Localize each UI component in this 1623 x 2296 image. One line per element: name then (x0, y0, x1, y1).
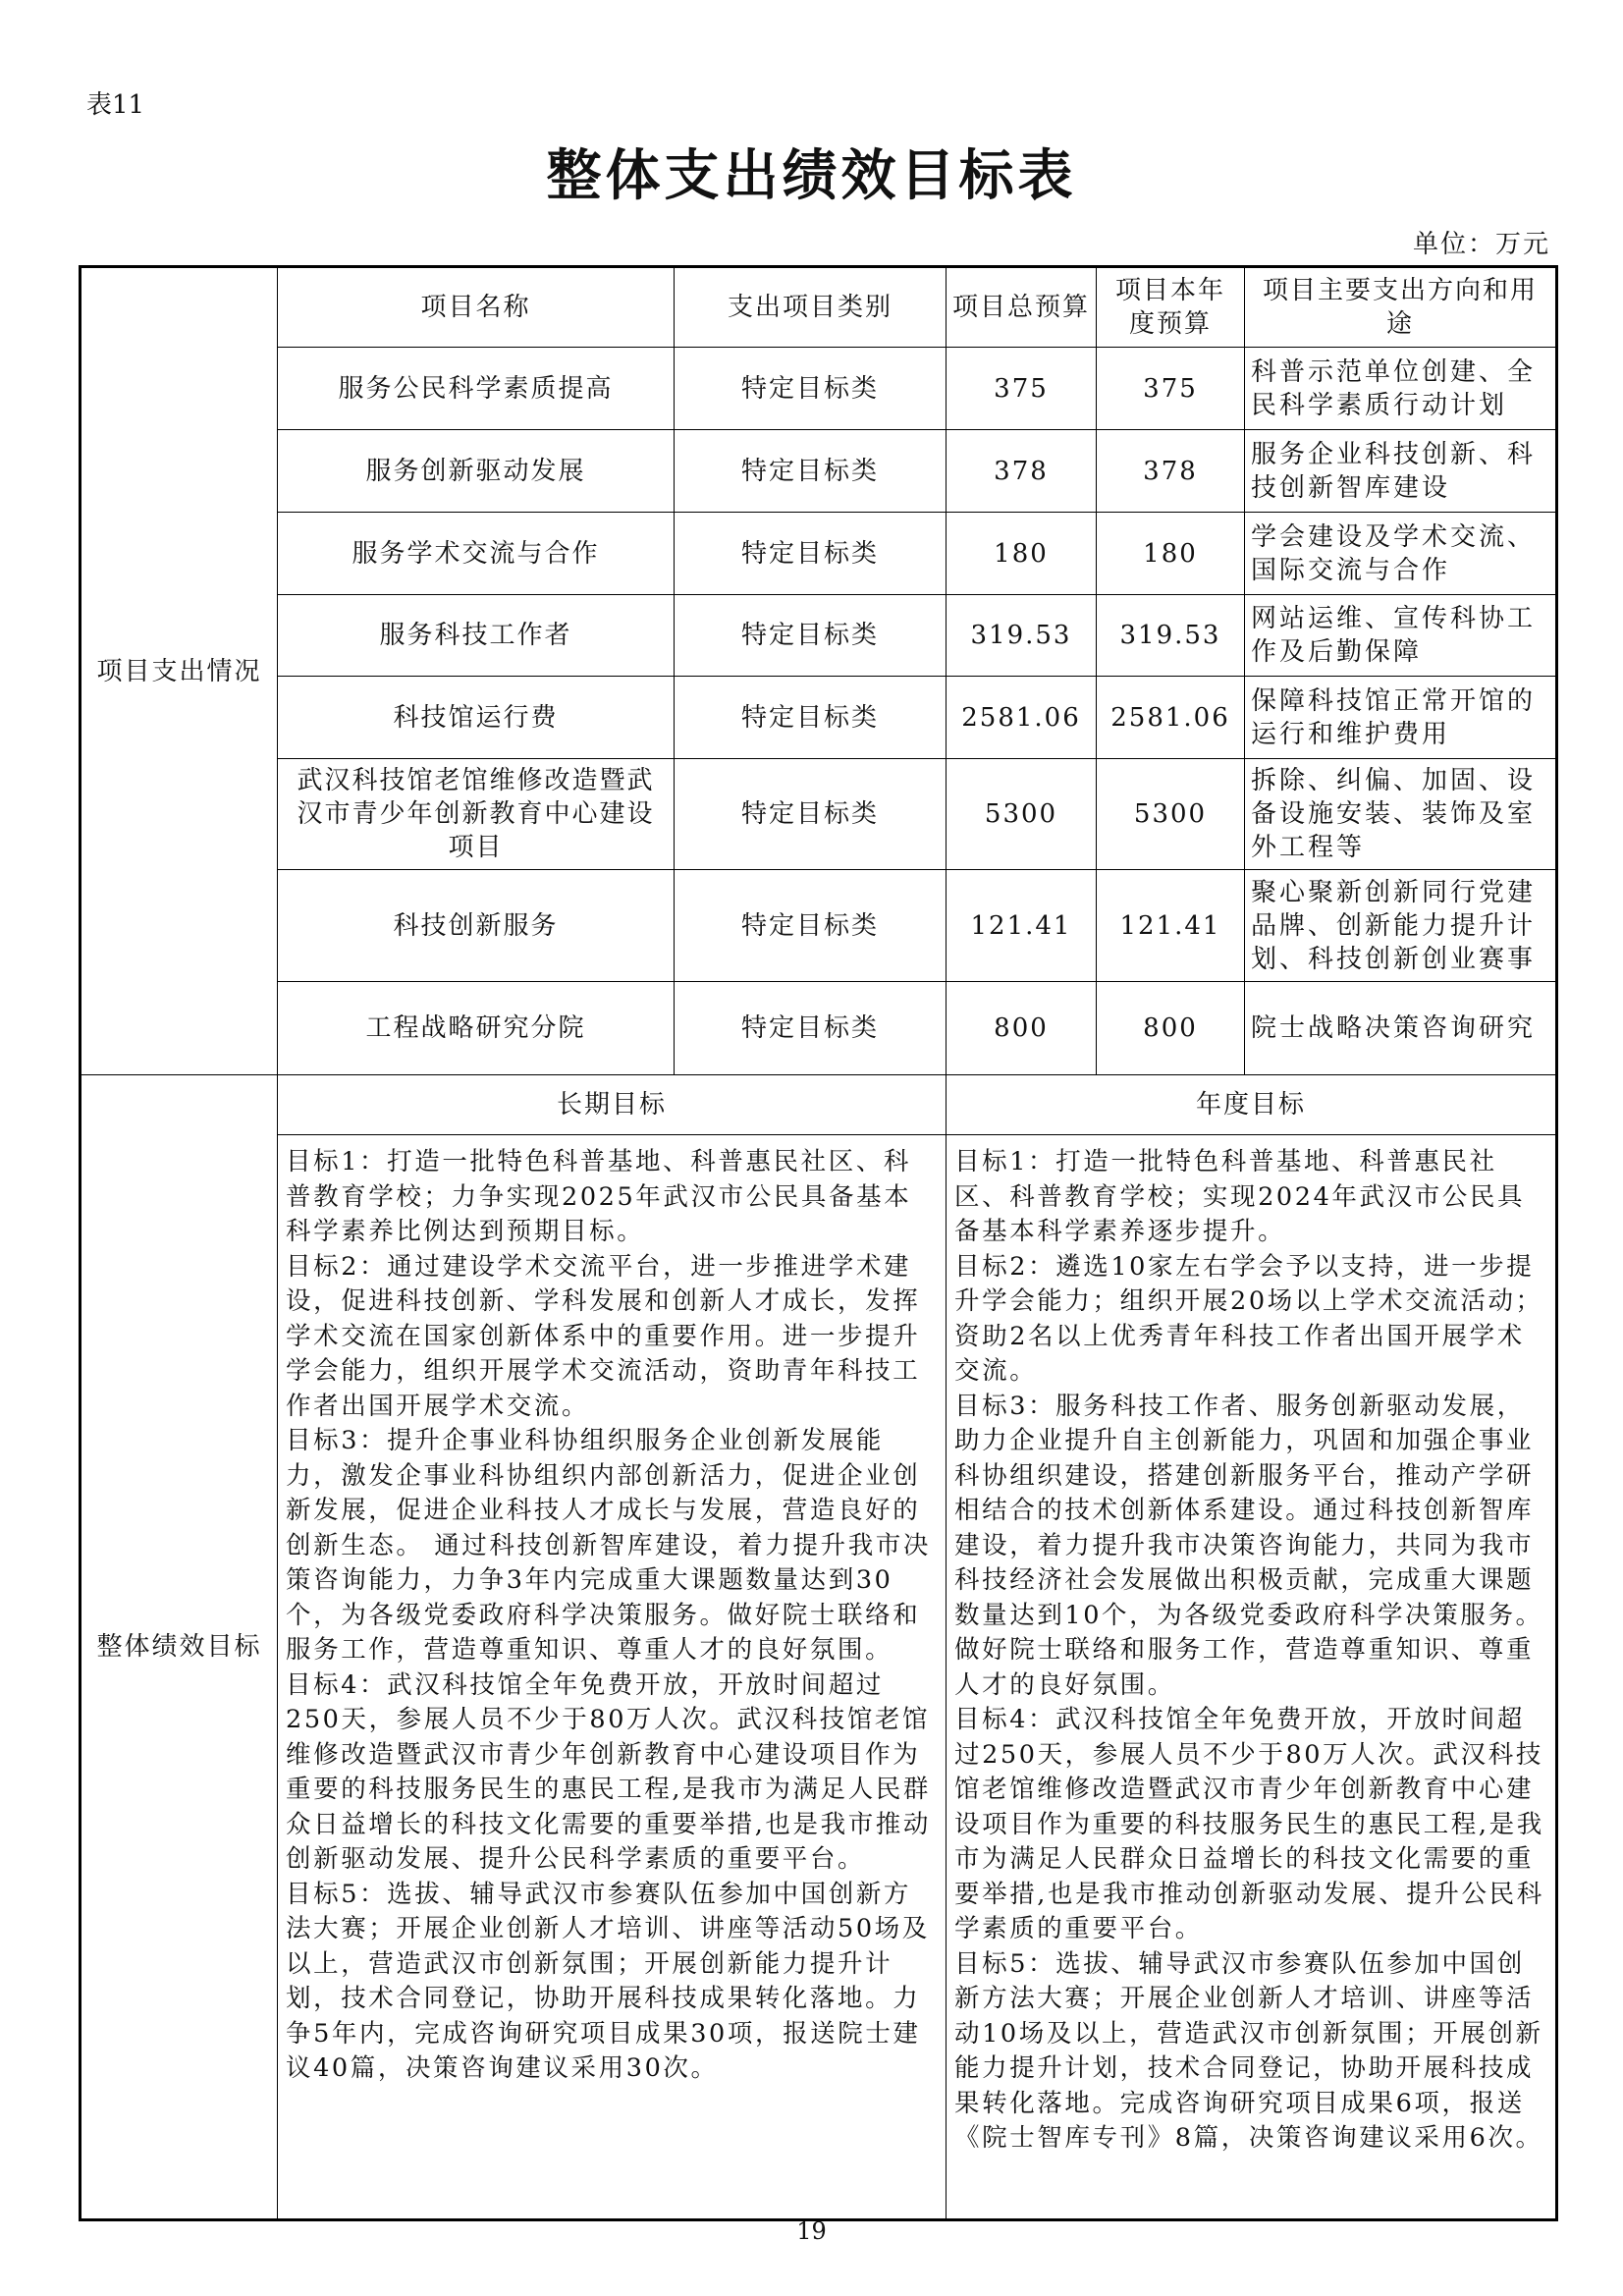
annual-header: 年度目标 (947, 1075, 1557, 1135)
long-term-goal: 目标1：打造一批特色科普基地、科普惠民社区、科普教育学校；力争实现2025年武汉市公民具备基本科学素养比例达到预期目标。 (286, 1147, 912, 1246)
long-term-goal: 目标4：武汉科技馆全年免费开放，开放时间超过250天，参展人员不少于80万人次。武汉科技馆老馆维修改造暨武汉市青少年创新教育中心建设项目作为重要的科技服务民生的惠民工程,是我市为满足人民群众日益增长的科技文化需要的重要举措,也是我市推动创新驱动发展、提升公民科学素质的重要平台。 (286, 1669, 932, 1874)
project-name-cell: 科技创新服务 (278, 870, 675, 982)
table-row (81, 870, 1557, 982)
total-budget-cell: 180 (947, 513, 1097, 595)
total-budget-cell: 5300 (947, 759, 1097, 870)
table-row (81, 759, 1557, 870)
table-row (81, 677, 1557, 759)
long-term-goals (278, 1135, 947, 2220)
annual-goal: 目标1：打造一批特色科普基地、科普惠民社区、科普教育学校；实现2024年武汉市公民具备基本科学素养逐步提升。 (954, 1147, 1526, 1246)
project-name-cell: 武汉科技馆老馆维修改造暨武汉市青少年创新教育中心建设项目 (278, 759, 675, 870)
annual-budget-cell: 375 (1097, 348, 1245, 430)
table-label: 表11 (86, 90, 145, 120)
total-budget-cell: 378 (947, 430, 1097, 513)
header-row (81, 267, 1557, 348)
header-category: 支出项目类别 (675, 267, 947, 348)
total-budget-cell: 375 (947, 348, 1097, 430)
project-name-cell: 服务公民科学素质提高 (278, 348, 675, 430)
purpose-cell: 网站运维、宣传科协工作及后勤保障 (1245, 595, 1557, 677)
table-row (81, 348, 1557, 430)
project-name-cell: 科技馆运行费 (278, 677, 675, 759)
project-name-cell: 服务科技工作者 (278, 595, 675, 677)
table-row (81, 430, 1557, 513)
header-total-budget: 项目总预算 (947, 267, 1097, 348)
annual-budget-cell: 121.41 (1097, 870, 1245, 982)
project-name-cell: 服务学术交流与合作 (278, 513, 675, 595)
annual-goal: 目标5：选拔、辅导武汉市参赛队伍参加中国创新方法大赛；开展企业创新人才培训、讲座等活动10场及以上，营造武汉市创新氛围；开展创新能力提升计划，技术合同登记，协助开展科技成果转化落地。完成咨询研究项目成果6项，报送《院士智库专刊》8篇，决策咨询建议采用6次。 (954, 1948, 1543, 2153)
purpose-cell: 保障科技馆正常开馆的运行和维护费用 (1245, 677, 1557, 759)
header-project-name: 项目名称 (278, 267, 675, 348)
category-cell: 特定目标类 (675, 595, 947, 677)
total-budget-cell: 2581.06 (947, 677, 1097, 759)
section-label-goals: 整体绩效目标 (81, 1075, 278, 2220)
category-cell: 特定目标类 (675, 677, 947, 759)
annual-goal: 目标4：武汉科技馆全年免费开放，开放时间超过250天，参展人员不少于80万人次。武汉科技馆老馆维修改造暨武汉市青少年创新教育中心建设项目作为重要的科技服务民生的惠民工程,是我市为满足人民群众日益增长的科技文化需要的重要举措,也是我市推动创新驱动发展、提升公民科学素质的重要平台。 (954, 1705, 1544, 1943)
header-purpose: 项目主要支出方向和用途 (1245, 267, 1557, 348)
category-cell: 特定目标类 (675, 430, 947, 513)
page-number: 19 (796, 2217, 827, 2245)
annual-budget-cell: 800 (1097, 982, 1245, 1075)
table-row (81, 595, 1557, 677)
annual-goal: 目标2：遴选10家左右学会予以支持，进一步提升学会能力；组织开展20场以上学术交流活动；资助2名以上优秀青年科技工作者出国开展学术交流。 (954, 1251, 1543, 1386)
total-budget-cell: 319.53 (947, 595, 1097, 677)
annual-budget-cell: 319.53 (1097, 595, 1245, 677)
category-cell: 特定目标类 (675, 513, 947, 595)
long-term-goal: 目标2：通过建设学术交流平台，进一步推进学术建设，促进科技创新、学科发展和创新人才成长，发挥学术交流在国家创新体系中的重要作用。进一步提升学会能力，组织开展学术交流活动，资助青年科技工作者出国开展学术交流。 (286, 1251, 921, 1421)
project-name-cell: 服务创新驱动发展 (278, 430, 675, 513)
long-term-header: 长期目标 (278, 1075, 947, 1135)
total-budget-cell: 800 (947, 982, 1097, 1075)
category-cell: 特定目标类 (675, 759, 947, 870)
annual-budget-cell: 5300 (1097, 759, 1245, 870)
page-title: 整体支出绩效目标表 (546, 143, 1077, 208)
purpose-cell: 服务企业科技创新、科技创新智库建设 (1245, 430, 1557, 513)
purpose-cell: 聚心聚新创新同行党建品牌、创新能力提升计划、科技创新创业赛事 (1245, 870, 1557, 982)
annual-budget-cell: 378 (1097, 430, 1245, 513)
table-row (81, 513, 1557, 595)
long-term-goal: 目标3：提升企事业科协组织服务企业创新发展能力，激发企事业科协组织内部创新活力，促进企业创新发展，促进企业科技人才成长与发展，营造良好的创新生态。 通过科技创新智库建设，着力提升我市决策咨询能力，力争3年内完成重大课题数量达到30个，为各级党委政府科学决策服务。做好院士联络和服务工作，营造尊重知识、尊重人才的良好氛围。 (286, 1426, 932, 1665)
category-cell: 特定目标类 (675, 348, 947, 430)
annual-budget-cell: 180 (1097, 513, 1245, 595)
section-label-expenditure: 项目支出情况 (81, 267, 278, 1075)
total-budget-cell: 121.41 (947, 870, 1097, 982)
category-cell: 特定目标类 (675, 982, 947, 1075)
annual-goal: 目标3：服务科技工作者、服务创新驱动发展，助力企业提升自主创新能力，巩固和加强企事业科协组织建设，搭建创新服务平台，推动产学研相结合的技术创新体系建设。通过科技创新智库建设，着力提升我市决策咨询能力，共同为我市科技经济社会发展做出积极贡献，完成重大课题数量达到10个，为各级党委政府科学决策服务。做好院士联络和服务工作，营造尊重知识、尊重人才的良好氛围。 (954, 1391, 1543, 1700)
performance-table (79, 265, 1558, 2221)
purpose-cell: 院士战略决策咨询研究 (1245, 982, 1557, 1075)
purpose-cell: 学会建设及学术交流、国际交流与合作 (1245, 513, 1557, 595)
purpose-cell: 科普示范单位创建、全民科学素质行动计划 (1245, 348, 1557, 430)
project-name-cell: 工程战略研究分院 (278, 982, 675, 1075)
header-annual-budget: 项目本年度预算 (1097, 267, 1245, 348)
annual-goals (947, 1135, 1557, 2220)
purpose-cell: 拆除、纠偏、加固、设备设施安装、装饰及室外工程等 (1245, 759, 1557, 870)
table-row (81, 982, 1557, 1075)
category-cell: 特定目标类 (675, 870, 947, 982)
annual-budget-cell: 2581.06 (1097, 677, 1245, 759)
long-term-goal: 目标5：选拔、辅导武汉市参赛队伍参加中国创新方法大赛；开展企业创新人才培训、讲座等活动50场及以上，营造武汉市创新氛围；开展创新能力提升计划，技术合同登记，协助开展科技成果转化落地。力争5年内，完成咨询研究项目成果30项，报送院士建议40篇，决策咨询建议采用30次。 (286, 1879, 930, 2083)
unit-label: 单位：万元 (1412, 230, 1550, 259)
